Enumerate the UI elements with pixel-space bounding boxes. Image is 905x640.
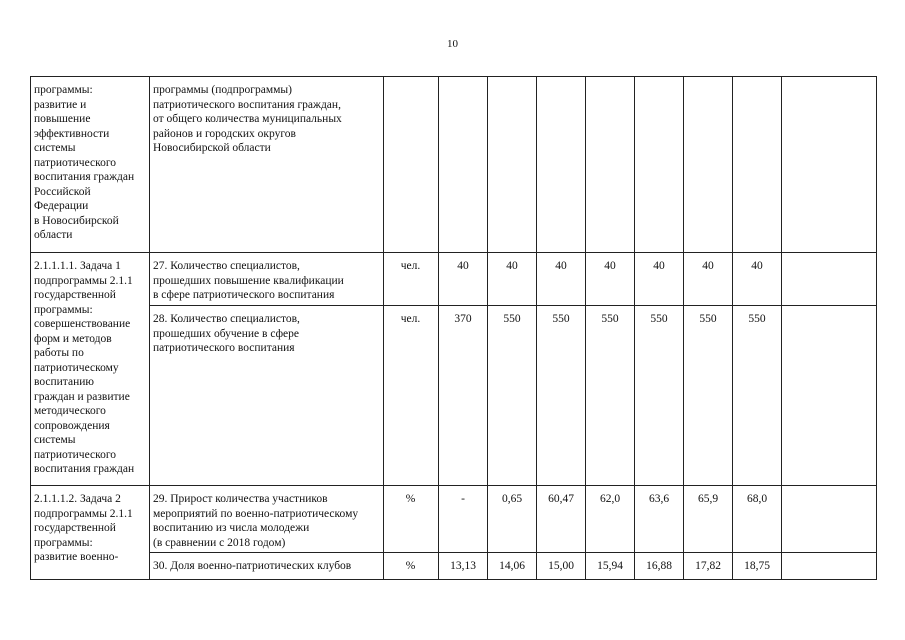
indicator-cell: 27. Количество специалистов, прошедших повышение квалификации в сфере патриотического воспитания (150, 253, 384, 306)
table-row (31, 486, 877, 553)
table-row (31, 253, 877, 306)
value-cell: 15,94 (586, 553, 635, 580)
value-cell: 370 (439, 306, 488, 486)
note-cell (782, 486, 877, 553)
task-cell: программы: развитие и повышение эффективности системы патриотического воспитания граждан Российской Федерации в Новосибирской области (31, 77, 150, 253)
value-cell: 63,6 (635, 486, 684, 553)
task-cell: 2.1.1.1.2. Задача 2 подпрограммы 2.1.1 государственной программы: развитие военно- (31, 486, 150, 580)
value-cell: 40 (635, 253, 684, 306)
value-cell: 14,06 (488, 553, 537, 580)
value-cell: 40 (439, 253, 488, 306)
value-cell (537, 77, 586, 253)
indicators-table (30, 76, 877, 580)
value-cell: 40 (488, 253, 537, 306)
note-cell (782, 306, 877, 486)
unit-cell: % (384, 553, 439, 580)
value-cell: 60,47 (537, 486, 586, 553)
page-number: 10 (447, 38, 458, 50)
indicator-cell: 30. Доля военно-патриотических клубов (150, 553, 384, 580)
indicator-cell: 28. Количество специалистов, прошедших обучение в сфере патриотического воспитания (150, 306, 384, 486)
value-cell (684, 77, 733, 253)
value-cell: 13,13 (439, 553, 488, 580)
unit-cell (384, 77, 439, 253)
value-cell: 550 (488, 306, 537, 486)
value-cell: 68,0 (733, 486, 782, 553)
value-cell (733, 77, 782, 253)
value-cell: 40 (537, 253, 586, 306)
value-cell: 40 (733, 253, 782, 306)
value-cell (488, 77, 537, 253)
indicator-cell: программы (подпрограммы) патриотического воспитания граждан, от общего количества муниципальных районов и городских округов Новосибирской области (150, 77, 384, 253)
value-cell: 17,82 (684, 553, 733, 580)
unit-cell: чел. (384, 306, 439, 486)
value-cell: 40 (684, 253, 733, 306)
value-cell: 0,65 (488, 486, 537, 553)
value-cell: 550 (537, 306, 586, 486)
value-cell (586, 77, 635, 253)
value-cell: 550 (586, 306, 635, 486)
value-cell: 15,00 (537, 553, 586, 580)
indicator-cell: 29. Прирост количества участников мероприятий по военно-патриотическому воспитанию из числа молодежи (в сравнении с 2018 годом) (150, 486, 384, 553)
note-cell (782, 253, 877, 306)
value-cell: 550 (733, 306, 782, 486)
value-cell: 18,75 (733, 553, 782, 580)
note-cell (782, 553, 877, 580)
value-cell: 550 (635, 306, 684, 486)
value-cell: 62,0 (586, 486, 635, 553)
value-cell (635, 77, 684, 253)
unit-cell: чел. (384, 253, 439, 306)
table-row (31, 77, 877, 253)
note-cell (782, 77, 877, 253)
value-cell: 550 (684, 306, 733, 486)
value-cell: - (439, 486, 488, 553)
value-cell: 16,88 (635, 553, 684, 580)
table-row (31, 306, 877, 486)
unit-cell: % (384, 486, 439, 553)
task-cell: 2.1.1.1.1. Задача 1 подпрограммы 2.1.1 государственной программы: совершенствование форм и методов работы по патриотическому воспитанию граждан и развитие методического сопровождения системы патриотического воспитания граждан (31, 253, 150, 486)
table-row (31, 553, 877, 580)
value-cell (439, 77, 488, 253)
value-cell: 65,9 (684, 486, 733, 553)
value-cell: 40 (586, 253, 635, 306)
